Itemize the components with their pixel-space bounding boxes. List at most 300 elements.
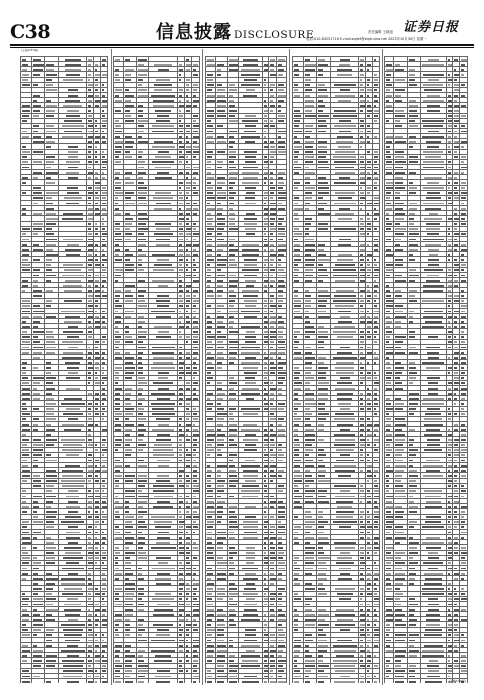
cell-text-placeholder bbox=[102, 547, 104, 549]
cell-text-placeholder bbox=[88, 593, 91, 595]
cell-text-placeholder bbox=[186, 151, 192, 153]
cell-text-placeholder bbox=[115, 223, 120, 225]
cell-text-placeholder bbox=[193, 604, 199, 606]
cell-text-placeholder bbox=[22, 454, 29, 456]
cell-text-placeholder bbox=[46, 588, 53, 590]
cell-text-placeholder bbox=[68, 542, 78, 544]
cell-text-placeholder bbox=[46, 100, 51, 102]
section-title-cn: 信息披露 bbox=[156, 22, 232, 43]
cell-text-placeholder bbox=[88, 609, 90, 611]
cell-text-placeholder bbox=[245, 115, 256, 117]
cell-text-placeholder bbox=[102, 470, 107, 472]
cell-text-placeholder bbox=[88, 552, 92, 554]
cell-text-placeholder bbox=[102, 290, 104, 292]
cell-text-placeholder bbox=[33, 454, 43, 456]
cell-text-placeholder bbox=[125, 264, 134, 266]
cell-text-placeholder bbox=[186, 485, 190, 487]
cell-text-placeholder bbox=[125, 182, 134, 184]
cell-text-placeholder bbox=[138, 305, 147, 307]
cell-text-placeholder bbox=[138, 377, 146, 379]
cell-text-placeholder bbox=[193, 249, 196, 251]
cell-text-placeholder bbox=[125, 634, 130, 636]
cell-text-placeholder bbox=[264, 285, 267, 287]
cell-text-placeholder bbox=[95, 460, 99, 462]
cell-text-placeholder bbox=[193, 275, 196, 277]
cell-text-placeholder bbox=[186, 583, 189, 585]
cell-text-placeholder bbox=[179, 624, 181, 626]
cell-text-placeholder bbox=[95, 382, 100, 384]
cell-text-placeholder bbox=[193, 136, 199, 138]
cell-text-placeholder bbox=[138, 187, 148, 189]
cell-text-placeholder bbox=[33, 645, 38, 647]
cell-text-placeholder bbox=[193, 362, 196, 364]
cell-text-placeholder bbox=[102, 295, 107, 297]
cell-text-placeholder bbox=[242, 244, 260, 246]
cell-text-placeholder bbox=[154, 264, 171, 266]
cell-text-placeholder bbox=[95, 305, 98, 307]
cell-text-placeholder bbox=[245, 141, 255, 143]
cell-text-placeholder bbox=[186, 136, 189, 138]
cell-text-placeholder bbox=[179, 172, 183, 174]
cell-text-placeholder bbox=[95, 511, 98, 513]
masthead-rule-thick bbox=[10, 44, 474, 46]
cell-text-placeholder bbox=[278, 233, 285, 235]
cell-text-placeholder bbox=[125, 254, 133, 256]
cell-text-placeholder bbox=[217, 136, 225, 138]
cell-text-placeholder bbox=[193, 439, 197, 441]
cell-text-placeholder bbox=[138, 593, 145, 595]
cell-text-placeholder bbox=[193, 444, 197, 446]
cell-text-placeholder bbox=[193, 382, 198, 384]
cell-text-placeholder bbox=[264, 305, 267, 307]
cell-text-placeholder bbox=[102, 84, 104, 86]
cell-text-placeholder bbox=[270, 321, 275, 323]
cell-text-placeholder bbox=[270, 197, 273, 199]
cell-text-placeholder bbox=[179, 100, 181, 102]
cell-text-placeholder bbox=[193, 640, 199, 642]
cell-text-placeholder bbox=[264, 110, 268, 112]
cell-text-placeholder bbox=[22, 285, 28, 287]
cell-text-placeholder bbox=[241, 326, 260, 328]
cell-text-placeholder bbox=[264, 182, 267, 184]
cell-text-placeholder bbox=[179, 480, 182, 482]
cell-text-placeholder bbox=[217, 95, 225, 97]
cell-text-placeholder bbox=[102, 485, 106, 487]
cell-text-placeholder bbox=[179, 275, 181, 277]
cell-text-placeholder bbox=[115, 280, 118, 282]
cell-text-placeholder bbox=[46, 429, 55, 431]
cell-text-placeholder bbox=[115, 79, 120, 81]
cell-text-placeholder bbox=[125, 562, 131, 564]
cell-text-placeholder bbox=[22, 408, 27, 410]
cell-text-placeholder bbox=[186, 501, 189, 503]
cell-text-placeholder bbox=[229, 151, 236, 153]
cell-text-placeholder bbox=[158, 388, 169, 390]
cell-text-placeholder bbox=[153, 105, 174, 107]
cell-text-placeholder bbox=[22, 624, 26, 626]
cell-text-placeholder bbox=[95, 177, 98, 179]
cell-text-placeholder bbox=[151, 95, 175, 97]
cell-text-placeholder bbox=[62, 593, 83, 595]
cell-text-placeholder bbox=[186, 285, 191, 287]
cell-text-placeholder bbox=[33, 203, 38, 205]
cell-text-placeholder bbox=[46, 110, 55, 112]
cell-text-placeholder bbox=[229, 59, 238, 61]
cell-text-placeholder bbox=[138, 490, 143, 492]
cell-text-placeholder bbox=[95, 542, 99, 544]
cell-text-placeholder bbox=[156, 244, 170, 246]
cell-text-placeholder bbox=[217, 244, 227, 246]
cell-text-placeholder bbox=[102, 388, 105, 390]
cell-text-placeholder bbox=[33, 228, 43, 230]
cell-text-placeholder bbox=[217, 115, 226, 117]
cell-text-placeholder bbox=[186, 537, 190, 539]
cell-text-placeholder bbox=[95, 136, 100, 138]
cell-text-placeholder bbox=[179, 578, 183, 580]
cell-text-placeholder bbox=[151, 367, 175, 369]
cell-text-placeholder bbox=[186, 634, 190, 636]
cell-text-placeholder bbox=[88, 382, 90, 384]
cell-text-placeholder bbox=[33, 449, 43, 451]
cell-text-placeholder bbox=[158, 424, 169, 426]
cell-text-placeholder bbox=[46, 660, 55, 662]
cell-text-placeholder bbox=[125, 557, 130, 559]
cell-text-placeholder bbox=[193, 454, 196, 456]
cell-text-placeholder bbox=[33, 578, 43, 580]
cell-text-placeholder bbox=[64, 547, 81, 549]
cell-text-placeholder bbox=[88, 59, 92, 61]
cell-text-placeholder bbox=[153, 506, 173, 508]
cell-text-placeholder bbox=[278, 172, 285, 174]
cell-text-placeholder bbox=[115, 465, 122, 467]
cell-text-placeholder bbox=[244, 264, 257, 266]
cell-text-placeholder bbox=[264, 105, 268, 107]
cell-text-placeholder bbox=[138, 496, 148, 498]
cell-text-placeholder bbox=[22, 511, 27, 513]
cell-text-placeholder bbox=[88, 141, 91, 143]
cell-text-placeholder bbox=[186, 650, 190, 652]
cell-text-placeholder bbox=[33, 311, 44, 313]
cell-text-placeholder bbox=[193, 583, 199, 585]
cell-text-placeholder bbox=[193, 681, 196, 683]
cell-text-placeholder bbox=[22, 526, 27, 528]
cell-text-placeholder bbox=[125, 439, 133, 441]
cell-text-placeholder bbox=[102, 105, 107, 107]
cell-text-placeholder bbox=[193, 434, 199, 436]
cell-text-placeholder bbox=[217, 125, 224, 127]
cell-text-placeholder bbox=[66, 532, 80, 534]
cell-text-placeholder bbox=[125, 341, 134, 343]
cell-text-placeholder bbox=[115, 547, 119, 549]
cell-text-placeholder bbox=[95, 100, 100, 102]
cell-text-placeholder bbox=[158, 532, 169, 534]
cell-text-placeholder bbox=[245, 187, 256, 189]
cell-text-placeholder bbox=[33, 347, 43, 349]
column-divider bbox=[202, 49, 203, 685]
cell-text-placeholder bbox=[186, 552, 190, 554]
cell-text-placeholder bbox=[22, 177, 28, 179]
cell-text-placeholder bbox=[154, 326, 172, 328]
cell-text-placeholder bbox=[217, 161, 223, 163]
cell-text-placeholder bbox=[65, 59, 81, 61]
cell-text-placeholder bbox=[33, 547, 37, 549]
cell-text-placeholder bbox=[88, 223, 90, 225]
cell-text-placeholder bbox=[157, 475, 169, 477]
cell-text-placeholder bbox=[153, 357, 174, 359]
cell-text-placeholder bbox=[207, 280, 211, 282]
cell-text-placeholder bbox=[102, 156, 106, 158]
table-cell bbox=[45, 679, 59, 683]
cell-text-placeholder bbox=[62, 470, 83, 472]
cell-text-placeholder bbox=[95, 588, 98, 590]
cell-text-placeholder bbox=[88, 105, 90, 107]
cell-text-placeholder bbox=[33, 465, 38, 467]
cell-text-placeholder bbox=[102, 670, 106, 672]
cell-text-placeholder bbox=[115, 444, 121, 446]
cell-text-placeholder bbox=[22, 156, 27, 158]
cell-text-placeholder bbox=[207, 192, 213, 194]
cell-text-placeholder bbox=[88, 619, 91, 621]
cell-text-placeholder bbox=[33, 609, 38, 611]
cell-text-placeholder bbox=[88, 506, 91, 508]
cell-text-placeholder bbox=[102, 372, 104, 374]
cell-text-placeholder bbox=[125, 110, 130, 112]
cell-text-placeholder bbox=[125, 609, 133, 611]
cell-text-placeholder bbox=[229, 161, 234, 163]
cell-text-placeholder bbox=[115, 187, 121, 189]
cell-text-placeholder bbox=[186, 300, 190, 302]
cell-text-placeholder bbox=[179, 321, 181, 323]
cell-text-placeholder bbox=[138, 526, 148, 528]
cell-text-placeholder bbox=[88, 516, 92, 518]
cell-text-placeholder bbox=[179, 336, 181, 338]
cell-text-placeholder bbox=[179, 120, 181, 122]
cell-text-placeholder bbox=[115, 120, 119, 122]
cell-text-placeholder bbox=[217, 203, 221, 205]
cell-text-placeholder bbox=[217, 167, 222, 169]
cell-text-placeholder bbox=[102, 496, 107, 498]
cell-text-placeholder bbox=[193, 424, 196, 426]
cell-text-placeholder bbox=[115, 604, 122, 606]
cell-text-placeholder bbox=[22, 619, 29, 621]
cell-text-placeholder bbox=[138, 557, 147, 559]
cell-text-placeholder bbox=[278, 208, 285, 210]
cell-text-placeholder bbox=[88, 321, 90, 323]
cell-text-placeholder bbox=[88, 347, 90, 349]
cell-text-placeholder bbox=[46, 403, 55, 405]
cell-text-placeholder bbox=[102, 640, 105, 642]
cell-text-placeholder bbox=[63, 676, 82, 678]
cell-text-placeholder bbox=[88, 110, 91, 112]
cell-text-placeholder bbox=[270, 249, 273, 251]
cell-text-placeholder bbox=[102, 233, 107, 235]
cell-text-placeholder bbox=[186, 84, 189, 86]
cell-text-placeholder bbox=[22, 418, 26, 420]
cell-text-placeholder bbox=[102, 393, 106, 395]
cell-text-placeholder bbox=[33, 69, 44, 71]
cell-text-placeholder bbox=[152, 254, 175, 256]
cell-text-placeholder bbox=[193, 115, 198, 117]
cell-text-placeholder bbox=[63, 413, 83, 415]
cell-text-placeholder bbox=[88, 177, 91, 179]
cell-text-placeholder bbox=[179, 398, 182, 400]
cell-text-placeholder bbox=[138, 568, 143, 570]
cell-text-placeholder bbox=[95, 645, 99, 647]
cell-text-placeholder bbox=[138, 485, 146, 487]
cell-text-placeholder bbox=[102, 444, 106, 446]
cell-text-placeholder bbox=[22, 490, 26, 492]
cell-text-placeholder bbox=[22, 460, 27, 462]
cell-text-placeholder bbox=[63, 285, 82, 287]
cell-text-placeholder bbox=[88, 490, 90, 492]
cell-text-placeholder bbox=[186, 532, 189, 534]
cell-text-placeholder bbox=[22, 439, 29, 441]
cell-text-placeholder bbox=[102, 161, 107, 163]
cell-text-placeholder bbox=[138, 439, 144, 441]
cell-text-placeholder bbox=[46, 619, 55, 621]
cell-text-placeholder bbox=[270, 125, 275, 127]
cell-text-placeholder bbox=[22, 573, 28, 575]
cell-text-placeholder bbox=[22, 645, 28, 647]
cell-text-placeholder bbox=[102, 64, 105, 66]
cell-text-placeholder bbox=[95, 593, 100, 595]
cell-text-placeholder bbox=[186, 629, 189, 631]
cell-text-placeholder bbox=[264, 228, 267, 230]
cell-text-placeholder bbox=[186, 311, 188, 313]
cell-text-placeholder bbox=[207, 269, 211, 271]
cell-text-placeholder bbox=[193, 619, 196, 621]
cell-text-placeholder bbox=[156, 228, 170, 230]
cell-text-placeholder bbox=[278, 177, 283, 179]
cell-text-placeholder bbox=[151, 516, 175, 518]
cell-text-placeholder bbox=[125, 367, 135, 369]
cell-text-placeholder bbox=[264, 156, 267, 158]
cell-text-placeholder bbox=[125, 336, 132, 338]
cell-text-placeholder bbox=[207, 95, 215, 97]
cell-text-placeholder bbox=[278, 131, 286, 133]
cell-text-placeholder bbox=[102, 588, 106, 590]
cell-text-placeholder bbox=[138, 532, 143, 534]
cell-text-placeholder bbox=[62, 568, 84, 570]
cell-text-placeholder bbox=[46, 182, 55, 184]
cell-text-placeholder bbox=[207, 254, 212, 256]
cell-text-placeholder bbox=[125, 213, 130, 215]
cell-text-placeholder bbox=[33, 598, 43, 600]
cell-text-placeholder bbox=[66, 115, 80, 117]
cell-text-placeholder bbox=[264, 64, 269, 66]
cell-text-placeholder bbox=[138, 460, 144, 462]
cell-text-placeholder bbox=[66, 161, 79, 163]
cell-text-placeholder bbox=[102, 125, 107, 127]
cell-text-placeholder bbox=[125, 218, 133, 220]
cell-text-placeholder bbox=[270, 269, 275, 271]
cell-text-placeholder bbox=[115, 568, 119, 570]
cell-text-placeholder bbox=[64, 604, 81, 606]
cell-text-placeholder bbox=[22, 316, 29, 318]
cell-text-placeholder bbox=[46, 542, 53, 544]
cell-text-placeholder bbox=[95, 311, 97, 313]
cell-text-placeholder bbox=[102, 676, 104, 678]
cell-text-placeholder bbox=[207, 151, 213, 153]
cell-text-placeholder bbox=[270, 110, 273, 112]
cell-text-placeholder bbox=[22, 629, 28, 631]
cell-text-placeholder bbox=[193, 465, 197, 467]
cell-text-placeholder bbox=[65, 516, 82, 518]
cell-text-placeholder bbox=[65, 640, 80, 642]
cell-text-placeholder bbox=[95, 470, 100, 472]
cell-text-placeholder bbox=[152, 408, 174, 410]
cell-text-placeholder bbox=[115, 429, 121, 431]
cell-text-placeholder bbox=[22, 424, 29, 426]
cell-text-placeholder bbox=[179, 331, 181, 333]
cell-text-placeholder bbox=[115, 182, 121, 184]
cell-text-placeholder bbox=[193, 254, 198, 256]
cell-text-placeholder bbox=[66, 172, 79, 174]
cell-text-placeholder bbox=[88, 542, 91, 544]
cell-text-placeholder bbox=[138, 444, 146, 446]
cell-text-placeholder bbox=[33, 429, 39, 431]
cell-text-placeholder bbox=[193, 300, 199, 302]
cell-text-placeholder bbox=[229, 300, 235, 302]
cell-text-placeholder bbox=[217, 64, 224, 66]
cell-text-placeholder bbox=[138, 475, 148, 477]
cell-text-placeholder bbox=[95, 64, 98, 66]
cell-text-placeholder bbox=[22, 388, 30, 390]
cell-text-placeholder bbox=[154, 233, 173, 235]
cell-text-placeholder bbox=[186, 254, 190, 256]
cell-text-placeholder bbox=[270, 244, 273, 246]
cell-text-placeholder bbox=[88, 74, 90, 76]
cell-text-placeholder bbox=[278, 321, 283, 323]
cell-text-placeholder bbox=[229, 275, 236, 277]
cell-text-placeholder bbox=[46, 192, 57, 194]
cell-text-placeholder bbox=[46, 681, 51, 683]
cell-text-placeholder bbox=[67, 244, 78, 246]
cell-text-placeholder bbox=[156, 439, 171, 441]
cell-text-placeholder bbox=[153, 197, 174, 199]
cell-text-placeholder bbox=[115, 131, 122, 133]
cell-text-placeholder bbox=[158, 372, 169, 374]
cell-text-placeholder bbox=[138, 59, 148, 61]
cell-text-placeholder bbox=[193, 593, 196, 595]
cell-text-placeholder bbox=[193, 233, 199, 235]
cell-text-placeholder bbox=[270, 146, 274, 148]
cell-text-placeholder bbox=[95, 490, 99, 492]
cell-text-placeholder bbox=[61, 521, 84, 523]
cell-text-placeholder bbox=[179, 115, 183, 117]
cell-text-placeholder bbox=[95, 604, 99, 606]
cell-text-placeholder bbox=[95, 275, 99, 277]
cell-text-placeholder bbox=[186, 213, 190, 215]
cell-text-placeholder bbox=[193, 269, 196, 271]
cell-text-placeholder bbox=[186, 465, 191, 467]
cell-text-placeholder bbox=[46, 228, 51, 230]
cell-text-placeholder bbox=[179, 125, 183, 127]
cell-text-placeholder bbox=[102, 197, 106, 199]
cell-text-placeholder bbox=[264, 172, 268, 174]
cell-text-placeholder bbox=[125, 249, 129, 251]
cell-text-placeholder bbox=[95, 316, 99, 318]
table-cell bbox=[114, 679, 124, 683]
cell-text-placeholder bbox=[157, 501, 170, 503]
cell-text-placeholder bbox=[102, 681, 108, 683]
cell-text-placeholder bbox=[22, 449, 29, 451]
cell-text-placeholder bbox=[68, 573, 78, 575]
cell-text-placeholder bbox=[64, 634, 82, 636]
cell-text-placeholder bbox=[102, 418, 104, 420]
cell-text-placeholder bbox=[193, 89, 197, 91]
cell-text-placeholder bbox=[193, 588, 197, 590]
